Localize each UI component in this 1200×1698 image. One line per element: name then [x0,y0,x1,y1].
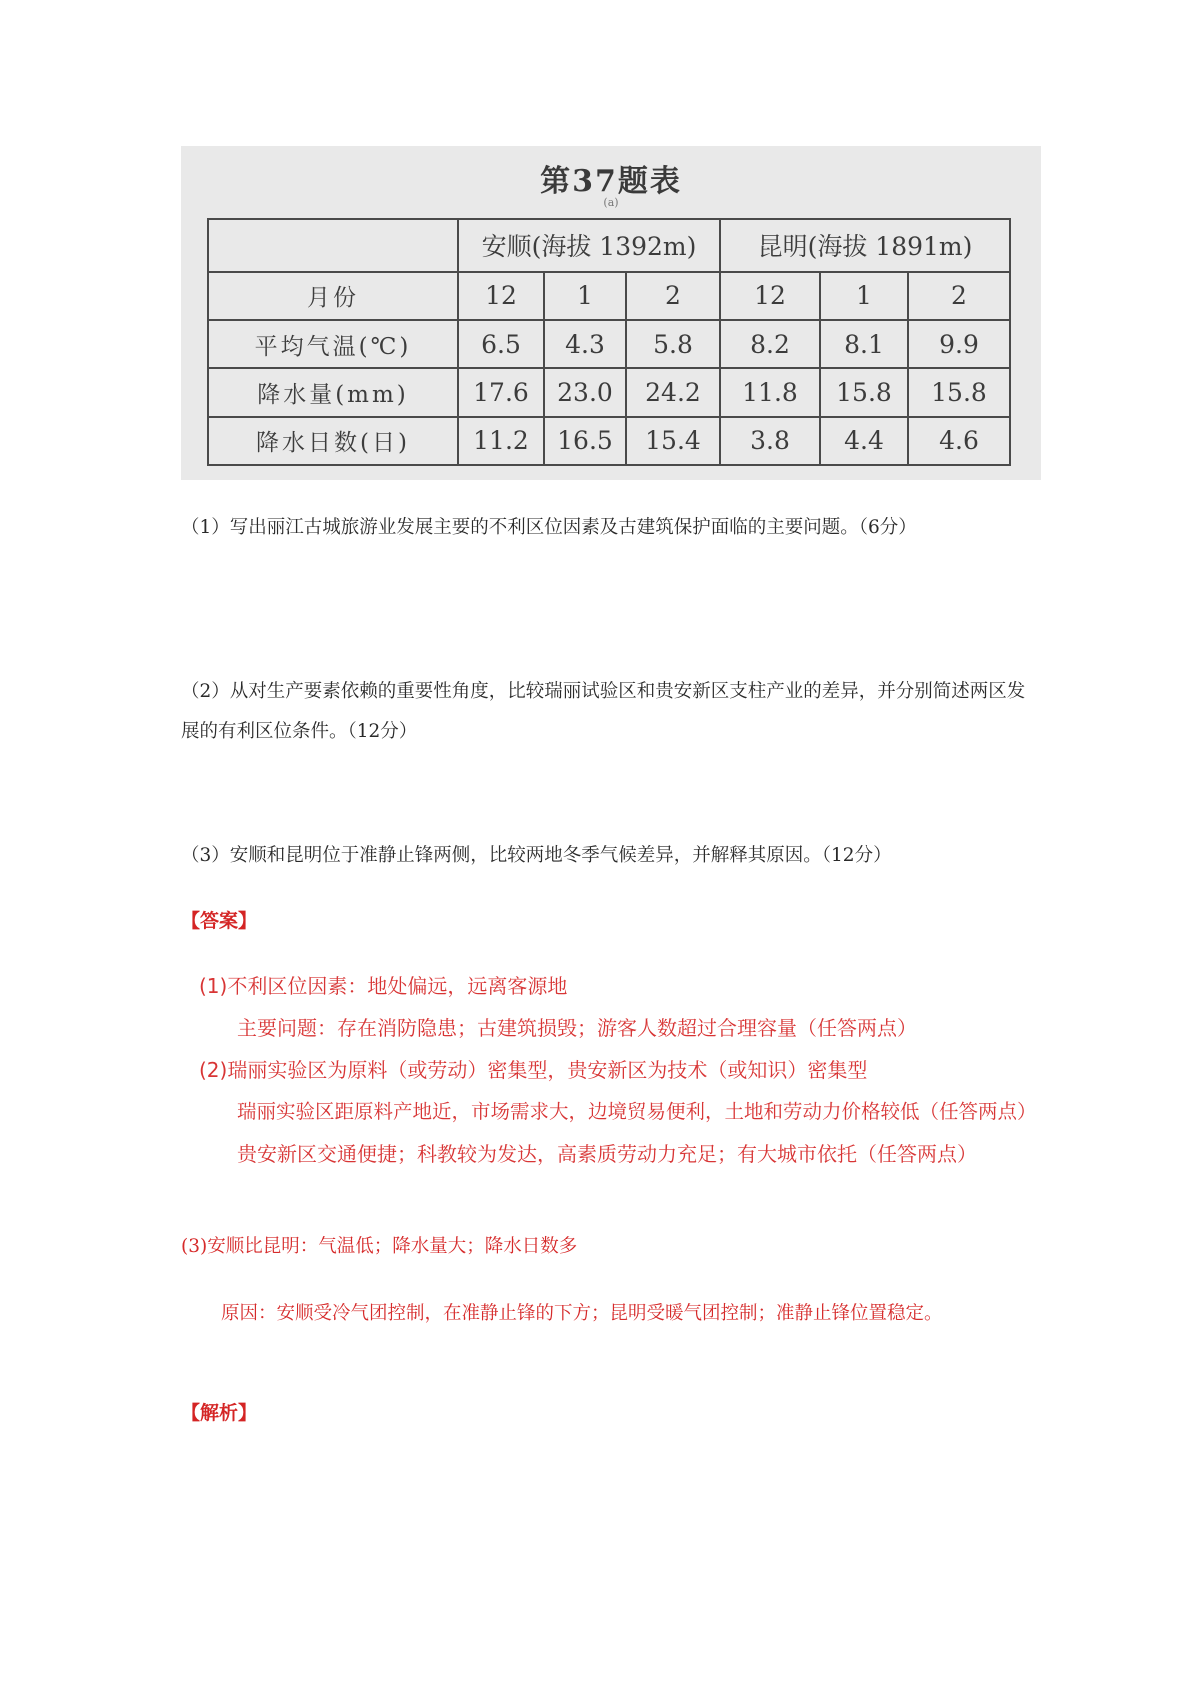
table-header-row [208,219,1010,272]
table-cell: 4.3 [544,320,626,368]
answer-line: 贵安新区交通便捷；科教较为发达，高素质劳动力充足；有大城市依托（任答两点） [237,1142,977,1166]
answer-3-reason: 原因：安顺受冷气团控制，在准静止锋的下方；昆明受暖气团控制；准静止锋位置稳定。 [221,1303,943,1324]
table-cell: 15.8 [908,368,1010,416]
question-3: （3）安顺和昆明位于准静止锋两侧，比较两地冬季气候差异，并解释其原因。（12分） [181,845,892,866]
table-cell: 9.9 [908,320,1010,368]
answer-label: 【答案】 [181,910,258,932]
table-cell: 2 [626,272,720,320]
table-cell: 1 [820,272,908,320]
table-cell: 15.8 [820,368,908,416]
table-cell: 1 [544,272,626,320]
table-title: 第37题表 [540,164,682,199]
table-row [208,272,1010,320]
table-cell: 23.0 [544,368,626,416]
row-label: 降水日数(日) [208,417,458,465]
header-blank-cell [208,219,458,272]
table-cell: 5.8 [626,320,720,368]
table-cell: 4.4 [820,417,908,465]
table-cell: 11.2 [458,417,544,465]
answer-line: 主要问题：存在消防隐患；古建筑损毁；游客人数超过合理容量（任答两点） [237,1016,917,1040]
table-cell: 6.5 [458,320,544,368]
answer-3-summary: (3)安顺比昆明：气温低；降水量大；降水日数多 [181,1236,578,1257]
answer-line: (2)瑞丽实验区为原料（或劳动）密集型，贵安新区为技术（或知识）密集型 [199,1058,868,1082]
table-row [208,320,1010,368]
table-cell: 2 [908,272,1010,320]
table-cell: 15.4 [626,417,720,465]
table-cell: 3.8 [720,417,820,465]
question-1: （1）写出丽江古城旅游业发展主要的不利区位因素及古建筑保护面临的主要问题。（6分） [181,517,917,538]
answer-line: (1)不利区位因素：地处偏远，远离客源地 [199,974,568,998]
row-label: 平均气温(℃) [208,320,458,368]
table-row [208,417,1010,465]
row-label: 月份 [208,272,458,320]
question-2: （2）从对生产要素依赖的重要性角度，比较瑞丽试验区和贵安新区支柱产业的差异，并分别简述两区发展的有利区位条件。（12分） [181,681,1026,742]
analysis-label: 【解析】 [181,1402,258,1424]
table-cell: 11.8 [720,368,820,416]
table-cell: 17.6 [458,368,544,416]
scanned-table-image [181,146,1041,480]
table-cell: 12 [458,272,544,320]
header-anshun: 安顺(海拔 1392m) [458,219,720,272]
table-cell: 8.2 [720,320,820,368]
table-cell: 4.6 [908,417,1010,465]
table-cell: 8.1 [820,320,908,368]
table-cell: 16.5 [544,417,626,465]
table-cell: 24.2 [626,368,720,416]
climate-table [207,218,1011,466]
row-label: 降水量(mm) [208,368,458,416]
table-subtitle: (a) [603,196,619,209]
table-row [208,368,1010,416]
answer-line: 瑞丽实验区距原料产地近，市场需求大，边境贸易便利，土地和劳动力价格较低（任答两点） [237,1100,1037,1123]
table-cell: 12 [720,272,820,320]
header-kunming: 昆明(海拔 1891m) [720,219,1010,272]
